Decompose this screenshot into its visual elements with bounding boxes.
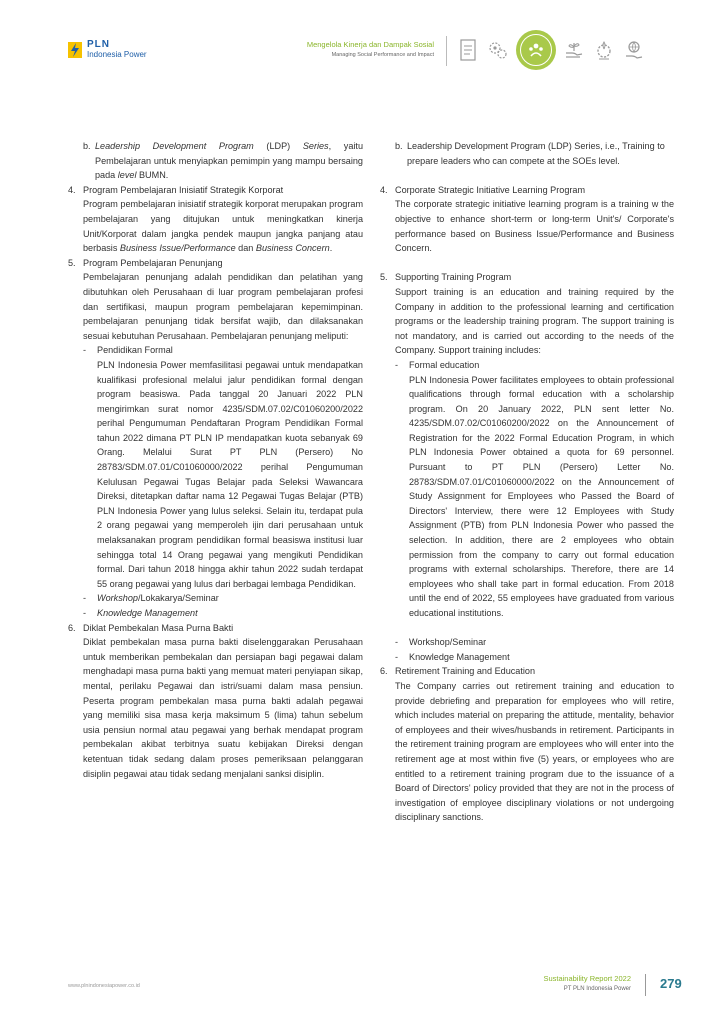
logo-subtitle: Indonesia Power	[87, 50, 147, 59]
list-item-b	[68, 139, 363, 183]
page-header	[0, 0, 724, 90]
sub-item-workshop	[380, 635, 674, 650]
page-number: 279	[660, 976, 682, 991]
list-item-4	[68, 183, 363, 198]
dash-marker: -	[395, 637, 399, 648]
pln-logo	[68, 40, 147, 60]
paragraph: Pembelajaran penunjang adalah pendidikan dan pelatihan yang dibutuhkan oleh Perusahaan di luar program pembelajaran profesi dan sertifikasi, maupun program pembelajaran kepemimpinan. pembelajaran penunjang tidak bersifat wajib, dan dilaksanakan sesuai kebutuhan Perusahaan. Pembelajaran penunjang meliputi:	[83, 272, 363, 341]
list-item-6	[380, 664, 674, 679]
list-number: 6.	[380, 666, 388, 677]
sub-item-workshop	[68, 591, 363, 606]
dash-marker: -	[83, 593, 87, 604]
website-link[interactable]: www.plnindonesiapower.co.id	[68, 983, 140, 989]
section-title	[307, 40, 434, 58]
list-item-5	[68, 256, 363, 271]
header-divider	[446, 36, 447, 66]
list-item-b	[380, 139, 674, 168]
sub-item-title: Knowledge Management	[409, 651, 510, 662]
sub-item-title: Workshop/Lokakarya/Seminar	[97, 593, 219, 604]
list-item-6	[68, 621, 363, 636]
right-column-english	[380, 139, 674, 825]
gears-icon[interactable]	[486, 37, 510, 63]
sub-item-title: Pendidikan Formal	[97, 345, 173, 356]
list-number: 5.	[380, 272, 388, 283]
sub-item-formal	[68, 343, 363, 358]
list-item-text: Leadership Development Program (LDP) Series, yaitu Pembelajaran untuk menyiapkan pemimpin yang mampu bersaing pada level BUMN.	[95, 141, 363, 181]
list-number: 6.	[68, 622, 76, 633]
section-title-en: Managing Social Performance and Impact	[331, 52, 434, 58]
left-column-indonesian	[68, 139, 363, 781]
hand-plant-icon[interactable]	[562, 37, 586, 63]
dash-marker: -	[83, 608, 87, 618]
paragraph: Diklat pembekalan masa purna bakti diselenggarakan Perusahaan untuk memberikan pembekalan dan persiapan bagi pegawai dalam menghadapi masa purna bakti yang memuat materi penyiapan sikap, mental, perilaku Pegawai dan istri/suami dalam masa pensiun. Peserta program pembekalan masa purna bakti adalah pegawai yang memiliki sisa masa kerja maksimum 5 (lima) tahun sebelum usia pensiun normal atau pegawai yang berhak mendapat program pembekalan akibat terbitnya suatu kebijakan Direksi dengan ketentuan tidak sedang dalam proses pemeriksaan pelanggaran disiplin pegawai atau tidak sedang menjalani sanksi disiplin.	[83, 637, 363, 779]
dash-marker: -	[395, 359, 399, 370]
dash-marker: -	[83, 345, 87, 356]
list-number: 5.	[68, 257, 76, 268]
paragraph: The Company carries out retirement training and education to provide debriefing and preparation for employees who will retire, which includes material on preparing the attitude, mentality, behavior of employees and their wives/husbands in retirement. Participants in the retirement training program are employees who will enter into the retirement age at most within five (5) years, or employees who are entitled to a retirement training program due to the issuance of a Board of Directors' policy provided that they are not in the process of investigation of employee disciplinary violations or not undergoing disciplinary sanctions.	[395, 680, 674, 823]
list-item-title: Corporate Strategic Initiative Learning Program	[395, 184, 586, 195]
globe-hand-icon[interactable]	[622, 37, 646, 63]
list-item-title: Supporting Training Program	[395, 272, 512, 283]
list-item-title: Diklat Pembekalan Masa Purna Bakti	[83, 622, 234, 633]
footer-divider	[645, 974, 646, 996]
sub-item-title: Knowledge Management	[97, 608, 198, 618]
company-name: PT PLN Indonesia Power	[563, 986, 631, 992]
list-item-title: Retirement Training and Education	[395, 666, 536, 677]
sub-item-formal	[380, 358, 674, 373]
report-title: Sustainability Report 2022	[543, 974, 631, 983]
sub-item-knowledge	[380, 650, 674, 665]
paragraph: PLN Indonesia Power memfasilitasi pegawai untuk mendapatkan kualifikasi profesional melalui jalur pendidikan formal dengan program beasiswa. Pada tanggal 20 Januari 2022 PLN mengirimkan surat nomor 4235/SDM.07.02/C01060200/2022 perihal Pengumuman Pendaftaran Program Pendidikan Formal tahun 2022 dimana PT PLN IP mendapatkan kuota sebanyak 69 Orang. Melalui Surat PT PLN (Persero) No 28783/SDM.07.01/C01060000/2022 perihal Pengumuman Kelulusan Pegawai Tugas Belajar pada Seleksi Wawancara Direksi, ditetapkan daftar nama 12 Pegawai Tugas Belajar (PTB) PLN Indonesia Power yang lulus seleksi. Selain itu, terdapat pula 2 orang pegawai yang memperoleh ijin dari perusahaan untuk melaksanakan program pendidikan formal beasiswa institusi luar sehingga total 14 Orang pegawai yang mengikuti Pendidikan formal. Dari tahun 2018 hingga akhir tahun 2022 sudah terdapat 55 orang pegawai yang lulus dari berbagai lembaga Pendidikan.	[97, 359, 363, 589]
list-item-4	[380, 183, 674, 198]
list-item-title: Program Pembelajaran Inisiatif Strategik Korporat	[83, 184, 284, 195]
sub-item-title: Workshop/Seminar	[409, 637, 487, 648]
report-label	[543, 974, 631, 992]
list-marker: b.	[395, 141, 403, 151]
paragraph: PLN Indonesia Power facilitates employees to obtain professional qualifications through formal education with a scholarship program. On 20 January 2022, PLN sent letter No. 4235/SDM.07.02/C01060200/2022 on the Announcement of Registration for the 2022 Formal Education Program, in which PLN Indonesia Power obtained a quota for 69 personnel. Pursuant to PT PLN (Persero) Letter No. 28783/SDM.07.01/C01060000/2022 on the Announcement of Study Assignment for Employees who Passed the Board of Directors' Interview, there were 12 Employees with Study Assignment (PTB) from PLN Indonesia Power who passed the selection. In addition, there are 2 employees who obtain permission from the company to carry out formal education programs with external scholarships. Therefore, there are 14 employees who shall take part in formal education. From 2018 until the end of 2022, 55 employees have graduated from various educational institutions.	[409, 374, 674, 618]
document-icon[interactable]	[456, 37, 480, 63]
dash-marker: -	[395, 651, 399, 662]
sub-item-title: Formal education	[409, 359, 480, 370]
list-number: 4.	[380, 184, 388, 195]
list-item-5	[380, 270, 674, 285]
social-people-icon[interactable]	[516, 30, 556, 70]
cog-leaf-icon[interactable]	[592, 37, 616, 63]
paragraph: Support training is an education and training required by the Company in addition to the professional learning and certification programs or the leadership training program. The support training is not mandatory, and is carried out according to the needs of the Company. Support training includes:	[395, 286, 674, 356]
list-marker: b.	[83, 141, 91, 151]
lightning-logo-icon	[68, 42, 82, 58]
sub-item-knowledge	[68, 606, 363, 621]
paragraph: Program pembelajaran inisiatif strategik korporat merupakan program pembelajaran yang ditujukan untuk meningkatkan kinerja Unit/Korporat dalam jangka pendek maupun jangka panjang atau berbasis Business Issue/Performance dan Business Concern.	[83, 199, 364, 254]
paragraph: The corporate strategic initiative learning program is a training w the objective to enhance short-term or long-term Unit's/ Corporate's performance based on Business Issue/Performance and Business Concern.	[395, 199, 674, 254]
logo-name: PLN	[87, 39, 110, 50]
section-title-id: Mengelola Kinerja dan Dampak Sosial	[306, 40, 434, 49]
list-number: 4.	[68, 184, 76, 195]
section-nav-icons	[456, 30, 652, 70]
list-item-text: Leadership Development Program (LDP) Series, i.e., Training to prepare leaders who can compete at the SOEs level.	[407, 141, 665, 166]
list-item-title: Program Pembelajaran Penunjang	[83, 257, 223, 268]
